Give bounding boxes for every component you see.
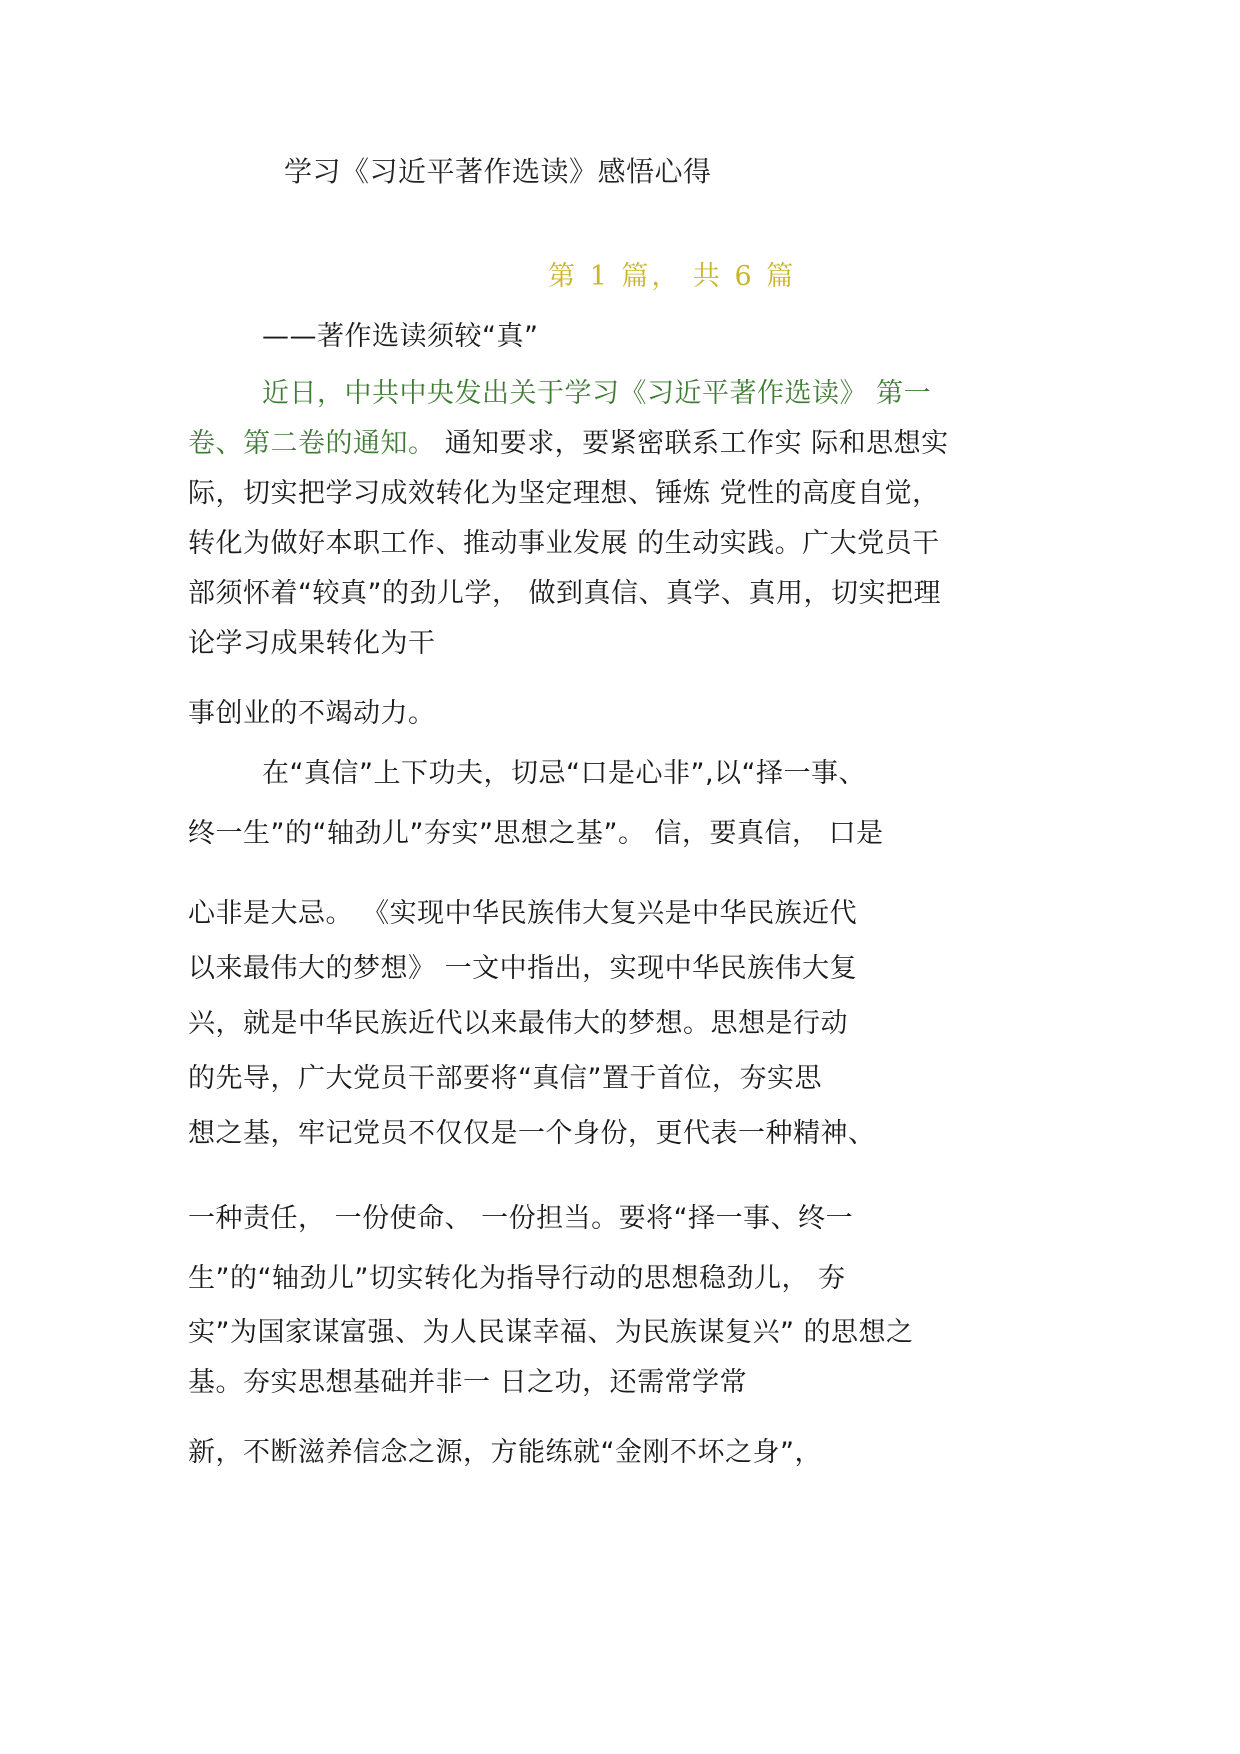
paragraph-line: 心非是大忌。 《实现中华民族伟大复兴是中华民族近代: [188, 898, 858, 929]
paragraph-line: 新，不断滋养信念之源，方能练就“金刚不坏之身”，: [188, 1437, 822, 1468]
paragraph-line: 终一生”的“轴劲儿”夯实”思想之基”。 信，要真信， 口是: [188, 818, 884, 849]
page-counter: 第 1 篇， 共 6 篇: [548, 261, 797, 292]
paragraph-line: 兴，就是中华民族近代以来最伟大的梦想。思想是行动: [188, 1008, 848, 1039]
paragraph-line-highlight: 卷、第二卷的通知。: [188, 428, 436, 459]
paragraph-line: 实”为国家谋富强、为人民谋幸福、为民族谋复兴” 的思想之: [188, 1317, 914, 1348]
paragraph-line: 论学习成果转化为干: [188, 628, 436, 659]
paragraph-line: 在“真信”上下功夫，切忌“口是心非”,以“择一事、: [262, 758, 867, 789]
paragraph-line: 的先导，广大党员干部要将“真信”置于首位，夯实思: [188, 1063, 822, 1094]
paragraph-line: 际，切实把学习成效转化为坚定理想、锤炼 党性的高度自觉，: [188, 478, 940, 509]
paragraph-line: 想之基，牢记党员不仅仅是一个身份，更代表一种精神、: [188, 1118, 876, 1149]
paragraph-line-text: 通知要求，要紧密联系工作实 际和思想实: [435, 428, 949, 459]
paragraph-line: 一种责任， 一份使命、 一份担当。要将“择一事、终一: [188, 1203, 854, 1234]
paragraph-line: 转化为做好本职工作、推动事业发展 的生动实践。广大党员干: [188, 528, 940, 559]
document-title: 学习《习近平著作选读》感悟心得: [284, 155, 712, 188]
paragraph-line: 事创业的不竭动力。: [188, 698, 436, 729]
paragraph-line: 基。夯实思想基础并非一 日之功，还需常学常: [188, 1367, 748, 1398]
paragraph-line: [188, 427, 949, 461]
paragraph-line: 近日，中共中央发出关于学习《习近平著作选读》 第一: [262, 378, 932, 409]
paragraph-line: 生”的“轴劲儿”切实转化为指导行动的思想稳劲儿， 夯: [188, 1263, 846, 1294]
paragraph-line: 以来最伟大的梦想》 一文中指出，实现中华民族伟大复: [188, 953, 858, 984]
section-subtitle: ——著作选读须较“真”: [262, 321, 539, 352]
paragraph-line: 部须怀着“较真”的劲儿学， 做到真信、真学、真用，切实把理: [188, 578, 942, 609]
